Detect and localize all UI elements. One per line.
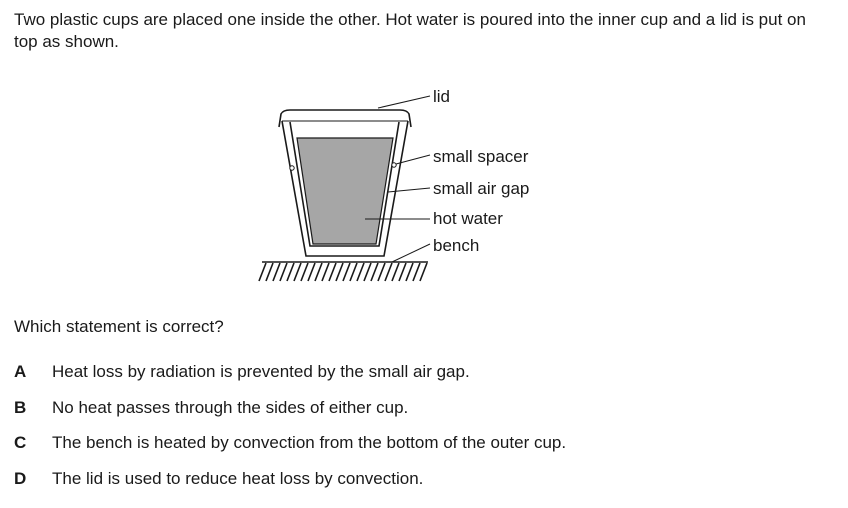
hatch-stroke xyxy=(266,263,273,281)
option-text: The bench is heated by convection from the bottom of the outer cup. xyxy=(52,433,567,452)
hatch-stroke xyxy=(399,263,406,281)
lid xyxy=(279,110,411,127)
hatch-stroke xyxy=(336,263,343,281)
hatch-stroke xyxy=(259,263,266,281)
label-lid: lid xyxy=(433,87,451,106)
bench-hatching xyxy=(259,262,428,281)
spacer-left xyxy=(290,166,294,170)
hatch-stroke xyxy=(322,263,329,281)
hatch-stroke xyxy=(385,263,392,281)
question-prompt: Which statement is correct? xyxy=(14,317,224,336)
spacer-right xyxy=(392,163,396,167)
hatch-stroke xyxy=(357,263,364,281)
option-letter: A xyxy=(14,362,27,381)
hatch-stroke xyxy=(273,263,280,281)
hatch-stroke xyxy=(308,263,315,281)
hatch-stroke xyxy=(294,263,301,281)
option-text: The lid is used to reduce heat loss by convection. xyxy=(52,469,424,488)
option-letter: C xyxy=(14,433,27,452)
label-small-spacer: small spacer xyxy=(433,147,529,166)
hatch-stroke xyxy=(350,263,357,281)
option-text: Heat loss by radiation is prevented by the small air gap. xyxy=(52,362,470,381)
hatch-stroke xyxy=(392,263,399,281)
label-small-air-gap: small air gap xyxy=(433,179,530,198)
hatch-stroke xyxy=(378,263,385,281)
hatch-stroke xyxy=(406,263,413,281)
option-letter: D xyxy=(14,469,27,488)
option-letter: B xyxy=(14,398,27,417)
hatch-stroke xyxy=(315,263,322,281)
hatch-stroke xyxy=(364,263,371,281)
hatch-stroke xyxy=(371,263,378,281)
hatch-stroke xyxy=(287,263,294,281)
hatch-stroke xyxy=(413,263,420,281)
question-stem: Two plastic cups are placed one inside the other. Hot water is poured into the inner cup and a lid is put on top as shown. xyxy=(14,10,806,51)
hatch-stroke xyxy=(301,263,308,281)
hot-water xyxy=(297,138,393,244)
hatch-stroke xyxy=(343,263,350,281)
hatch-stroke xyxy=(280,263,287,281)
hatch-stroke xyxy=(420,263,427,281)
label-hot-water: hot water xyxy=(433,209,503,228)
hatch-stroke xyxy=(329,263,336,281)
label-bench: bench xyxy=(433,236,480,255)
option-text: No heat passes through the sides of either cup. xyxy=(52,398,409,417)
